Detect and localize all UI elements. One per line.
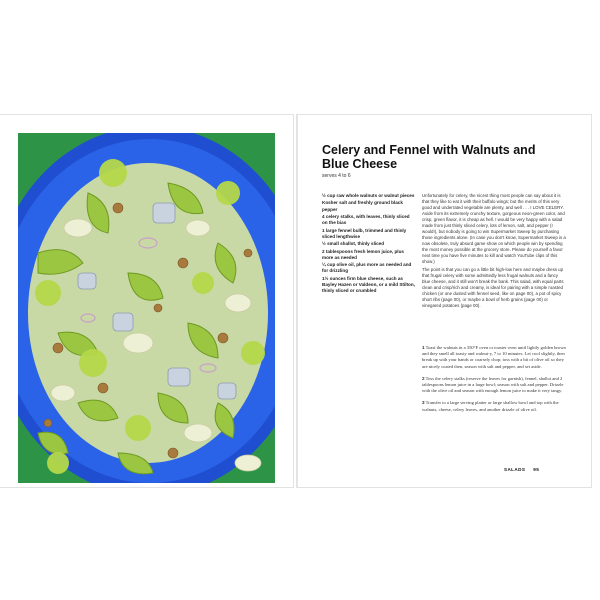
ingredient-item: 1½ ounces firm blue cheese, such as Bayley Hazen or Valdeon, or a mild Stilton, thinly sliced or crumbled [322,275,415,294]
book-spread [0,115,600,487]
step-text: Toss the celery stalks (reserve the leaves for garnish), fennel, shallot and 2 tablespoons lemon juice in a large bowl; season with salt and pepper. Drizzle with the olive oil and season with enough lemon juice to make it very tangy. [422,375,564,394]
recipe-page [297,115,591,487]
step-number: 2 [422,375,425,381]
recipe-title: Celery and Fennel with Walnuts and Blue Cheese [322,143,536,171]
step-number: 3 [422,400,425,406]
ingredient-item: 2 tablespoons fresh lemon juice, plus more as needed [322,248,404,260]
headnote-paragraph: Unfortunately for celery, the nicest thing most people can say about it is that they like to eat it with their buffalo wings; but the merits of this very good and underrated vegetable are plenty, and well . . . I LOVE CELERY. Aside from its extremely crunchy texture, gorgeous neon-green color, and crisp, green flavor, it is cheap as hell. I would be very happy with a salad made from just thinly sliced celery, lots of lemon, salt, and pepper (I would!), but nobody is going to win Supermarket Sweep by purchasing those ingredients alone. (In case you don't know, Supermarket Sweep is a now obsolete, truly absurd game show on which people win by spending the most money possible at the grocery store. Please do yourself a favor next time you have five minutes to kill and watch YouTube clips of this show.) [422,193,566,264]
method-step [422,376,566,395]
step-number: 1 [422,345,425,350]
recipe-headnote [422,193,566,311]
salad-illustration [18,133,275,483]
ingredient-item: ¼ cup olive oil, plus more as needed and for drizzling [322,262,412,274]
section-name: SALADS [504,467,526,472]
method-steps [422,345,566,419]
ingredient-item: Kosher salt and freshly ground black pepper [322,200,403,212]
running-footer [504,467,574,472]
method-step [422,345,566,370]
method-step [422,400,566,412]
ingredient-item: 4 celery stalks, with leaves, thinly sliced on the bias [322,213,410,226]
recipe-yield: serves 4 to 6 [322,173,351,179]
ingredient-item: ½ small shallot, thinly sliced [322,241,385,247]
page-number: 95 [533,467,540,472]
step-text: Transfer to a large serving platter or large shallow bowl and top with the walnuts, cheese, celery leaves, and another drizzle of olive oil. [422,400,559,412]
photo-page [0,115,293,487]
ingredient-list [322,193,416,296]
ingredient-item: 1 large fennel bulb, trimmed and thinly sliced lengthwise [322,227,407,239]
step-text: Toast the walnuts in a 350°F oven or toaster oven until lightly golden brown and they smell all toasty and walnut-y, 7 to 10 minutes. Let cool slightly, then break up with your hands or coarsely chop; toss with a bit of olive oil so they are nicely coated then, season with salt and pepper, and set aside. [422,345,566,369]
ingredient-item: ½ cup raw whole walnuts or walnut pieces [322,193,415,198]
headnote-paragraph: The point is that you can go a little bit high-low here and maybe dress up that frugal celery with some admittedly less frugal walnuts and a fancy blue cheese, and it still won't break the bank. This salad, with equal parts clean and crisp/rich and creamy, is ideal for pairing with a simple roasted chicken (or one dusted with fennel seed, like on page 00), a pot of spicy short ribs (page 00), or maybe a bowl of herb grains (page 00) or vinegared potatoes (page 00). [422,267,564,308]
salad-photo [18,133,275,483]
